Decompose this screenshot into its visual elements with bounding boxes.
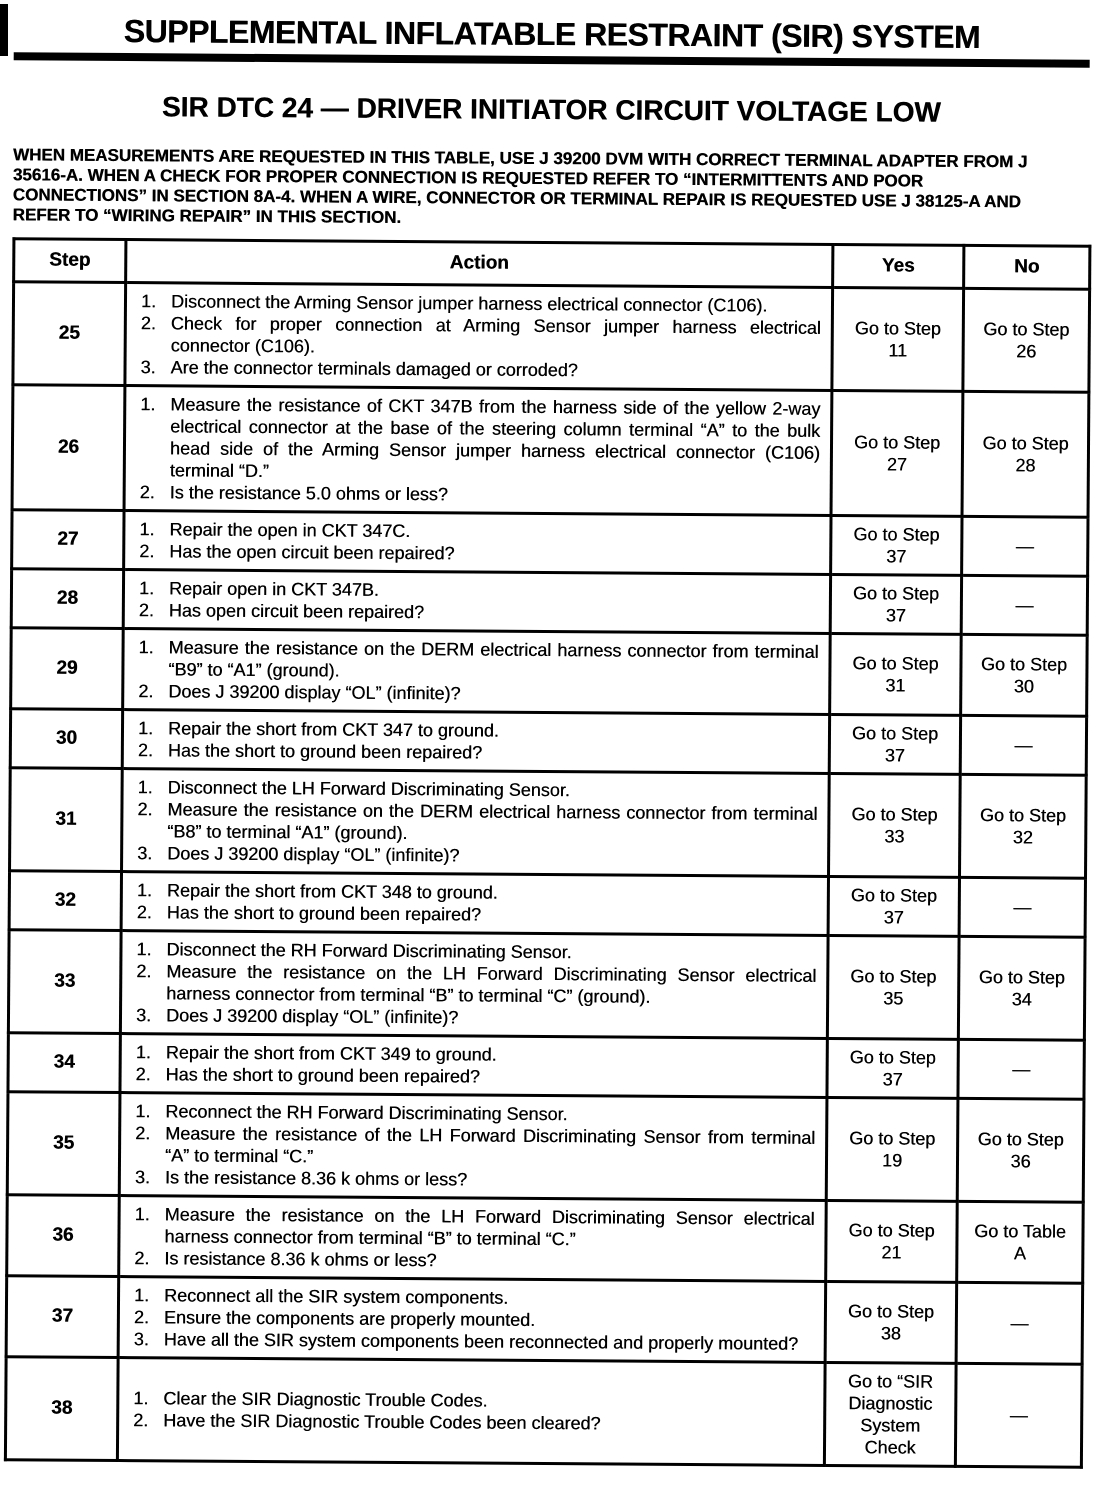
action-item: Are the connector terminals damaged or corroded? bbox=[170, 357, 578, 381]
action-item: Has the short to ground been repaired? bbox=[167, 740, 483, 763]
action-item: Clear the SIR Diagnostic Trouble Codes. bbox=[163, 1388, 488, 1411]
step-cell: 37 bbox=[6, 1276, 119, 1358]
action-cell bbox=[120, 1034, 827, 1098]
step-cell: 34 bbox=[8, 1033, 120, 1093]
action-list bbox=[133, 577, 819, 626]
action-cell bbox=[118, 1277, 826, 1363]
action-list bbox=[134, 393, 821, 508]
action-item: Reconnect the RH Forward Discriminating Sensor. bbox=[165, 1101, 568, 1125]
action-cell bbox=[119, 1093, 827, 1201]
action-item: Repair the short from CKT 349 to ground. bbox=[165, 1042, 497, 1065]
no-cell: Go to Step 36 bbox=[957, 1098, 1084, 1202]
no-cell: — bbox=[956, 1282, 1083, 1364]
table-row bbox=[12, 385, 1089, 518]
step-cell: 36 bbox=[7, 1195, 120, 1277]
action-item: Has the open circuit been repaired? bbox=[169, 541, 455, 564]
step-cell: 25 bbox=[13, 282, 126, 386]
step-cell: 32 bbox=[9, 871, 121, 931]
action-list bbox=[132, 717, 818, 766]
yes-cell: Go to Step 33 bbox=[828, 773, 960, 877]
table-row bbox=[10, 768, 1087, 879]
action-item: Disconnect the RH Forward Discriminating Sensor. bbox=[166, 939, 572, 963]
yes-cell: Go to Step 27 bbox=[831, 390, 963, 516]
action-item: Measure the resistance on the LH Forward Discriminating Sensor electrical harness connector from terminal “B” to terminal “C” (ground). bbox=[166, 961, 817, 1007]
yes-cell: Go to Step 37 bbox=[827, 1038, 958, 1098]
action-item: Ensure the components are properly mounted. bbox=[163, 1307, 536, 1330]
yes-cell: Go to Step 21 bbox=[826, 1200, 958, 1282]
column-header-no: No bbox=[964, 245, 1090, 289]
no-cell: Go to Step 30 bbox=[961, 634, 1088, 716]
no-cell: — bbox=[959, 877, 1085, 937]
table-body bbox=[5, 282, 1089, 1467]
action-list bbox=[130, 938, 817, 1031]
action-item: Have the SIR Diagnostic Trouble Codes been cleared? bbox=[163, 1410, 601, 1434]
action-item: Measure the resistance on the DERM electrical harness connector from terminal “B8” to terminal “A1” (ground). bbox=[167, 799, 818, 844]
action-item: Disconnect the Arming Sensor jumper harness electrical connector (C106). bbox=[170, 291, 768, 316]
action-item: Repair open in CKT 347B. bbox=[168, 578, 379, 600]
no-cell: — bbox=[961, 575, 1087, 635]
action-list bbox=[129, 1100, 816, 1193]
table-row bbox=[11, 569, 1087, 636]
manual-page bbox=[0, 12, 1104, 1469]
table-header-row bbox=[14, 239, 1090, 290]
table-row bbox=[6, 1276, 1083, 1365]
action-cell bbox=[123, 570, 830, 634]
action-item: Is resistance 8.36 k ohms or less? bbox=[164, 1248, 437, 1271]
action-item: Check for proper connection at Arming Sensor jumper harness electrical connector (C106). bbox=[170, 313, 821, 357]
action-list bbox=[128, 1284, 814, 1355]
action-item: Has the short to ground been repaired? bbox=[165, 1064, 480, 1087]
action-cell bbox=[120, 931, 828, 1039]
action-item: Does J 39200 display “OL” (infinite)? bbox=[167, 843, 460, 866]
no-cell: — bbox=[955, 1363, 1082, 1467]
action-cell bbox=[124, 511, 831, 575]
yes-cell: Go to Step 35 bbox=[827, 935, 959, 1039]
no-cell: Go to Step 26 bbox=[963, 288, 1090, 392]
yes-cell: Go to Step 37 bbox=[830, 574, 961, 634]
action-list bbox=[134, 290, 821, 383]
column-header-action: Action bbox=[126, 240, 833, 288]
action-item: Repair the short from CKT 348 to ground. bbox=[166, 880, 498, 903]
table-row bbox=[9, 871, 1085, 938]
action-list bbox=[127, 1387, 813, 1436]
no-cell: — bbox=[958, 1039, 1084, 1099]
action-item: Is the resistance 5.0 ohms or less? bbox=[169, 482, 448, 505]
no-cell: Go to Step 28 bbox=[962, 391, 1089, 517]
action-cell bbox=[125, 283, 833, 391]
action-item: Has the short to ground been repaired? bbox=[166, 902, 482, 925]
table-row bbox=[12, 510, 1088, 577]
no-cell: Go to Step 34 bbox=[958, 936, 1085, 1040]
action-cell bbox=[124, 386, 832, 516]
no-cell: — bbox=[962, 516, 1088, 576]
action-cell bbox=[122, 710, 829, 774]
step-cell: 35 bbox=[7, 1092, 120, 1196]
step-cell: 30 bbox=[10, 709, 122, 769]
action-cell bbox=[121, 872, 828, 936]
yes-cell: Go to Step 37 bbox=[829, 714, 960, 774]
table-row bbox=[8, 930, 1085, 1041]
table-row bbox=[8, 1033, 1084, 1100]
action-list bbox=[132, 636, 818, 707]
action-item: Does J 39200 display “OL” (infinite)? bbox=[165, 1005, 459, 1028]
action-list bbox=[130, 1041, 816, 1090]
yes-cell: Go to Step 38 bbox=[825, 1281, 957, 1363]
yes-cell: Go to “SIR Diagnostic System Check bbox=[824, 1362, 956, 1466]
yes-cell: Go to Step 37 bbox=[831, 515, 962, 575]
yes-cell: Go to Step 31 bbox=[830, 633, 962, 715]
step-cell: 29 bbox=[11, 628, 124, 710]
action-item: Repair the short from CKT 347 to ground. bbox=[167, 718, 499, 741]
action-list bbox=[131, 776, 818, 869]
column-header-yes: Yes bbox=[833, 244, 964, 288]
step-cell: 33 bbox=[8, 930, 121, 1034]
no-cell: — bbox=[960, 715, 1086, 775]
dtc-title: SIR DTC 24 — DRIVER INITIATOR CIRCUIT VOLTAGE LOW bbox=[161, 91, 941, 128]
section-title: SUPPLEMENTAL INFLATABLE RESTRAINT (SIR) SYSTEM bbox=[123, 13, 981, 56]
table-row bbox=[10, 709, 1086, 776]
action-item: Does J 39200 display “OL” (infinite)? bbox=[168, 681, 461, 704]
action-item: Have all the SIR system components been reconnected and properly mounted? bbox=[163, 1329, 799, 1354]
action-item: Measure the resistance of CKT 347B from the harness side of the yellow 2-way electrical connector at the base of the steering column terminal “A” to the bulk head side of the Arming Sensor jumper harness electrical connector (C106) terminal “D.” bbox=[169, 394, 821, 482]
step-cell: 27 bbox=[12, 510, 124, 570]
step-cell: 31 bbox=[10, 768, 123, 872]
action-cell bbox=[119, 1196, 827, 1282]
diagnostic-table bbox=[4, 237, 1092, 1469]
action-item: Disconnect the LH Forward Discriminating Sensor. bbox=[167, 777, 570, 801]
yes-cell: Go to Step 37 bbox=[828, 876, 959, 936]
yes-cell: Go to Step 19 bbox=[826, 1097, 958, 1201]
table-row bbox=[5, 1357, 1082, 1468]
step-cell: 38 bbox=[5, 1357, 118, 1461]
table-row bbox=[7, 1092, 1084, 1203]
action-cell bbox=[123, 629, 831, 715]
action-list bbox=[133, 518, 819, 567]
yes-cell: Go to Step 11 bbox=[832, 287, 964, 391]
step-cell: 28 bbox=[11, 569, 123, 629]
action-item: Measure the resistance on the DERM electrical harness connector from terminal “B9” to “A1” (ground). bbox=[168, 637, 819, 681]
action-item: Measure the resistance of the LH Forward Discriminating Sensor from terminal “A” to terminal “C.” bbox=[164, 1123, 816, 1167]
table-row bbox=[13, 282, 1090, 393]
action-item: Is the resistance 8.36 k ohms or less? bbox=[164, 1167, 468, 1190]
no-cell: Go to Table A bbox=[957, 1201, 1084, 1283]
intro-paragraph: WHEN MEASUREMENTS ARE REQUESTED IN THIS TABLE, USE J 39200 DVM WITH CORRECT TERMINAL ADAPTER FROM J 35616-A. WHEN A CHECK FOR PROPER CONNECTION IS REQUESTED REFER TO “INTERMITTENTS AND POOR CONNECTIONS” IN SECTION 8A-4. WHEN A WIRE, CONNECTOR OR TERMINAL REPAIR IS REQUESTED USE J 38125-A AND REFER TO “WIRING REPAIR” IN THIS SECTION. bbox=[12, 145, 1028, 227]
action-list bbox=[128, 1203, 814, 1274]
table-row bbox=[7, 1195, 1084, 1284]
step-cell: 26 bbox=[12, 385, 125, 511]
no-cell: Go to Step 32 bbox=[959, 774, 1086, 878]
action-item: Repair the open in CKT 347C. bbox=[169, 519, 411, 542]
action-item: Reconnect all the SIR system components. bbox=[163, 1285, 509, 1308]
action-item: Has open circuit been repaired? bbox=[168, 600, 425, 623]
table-row bbox=[11, 628, 1088, 717]
action-cell bbox=[117, 1358, 825, 1466]
action-item: Measure the resistance on the LH Forward Discriminating Sensor electrical harness connector from terminal “B” to terminal “C.” bbox=[164, 1204, 815, 1250]
column-header-step: Step bbox=[14, 239, 126, 283]
action-cell bbox=[122, 769, 830, 877]
action-list bbox=[131, 879, 817, 928]
